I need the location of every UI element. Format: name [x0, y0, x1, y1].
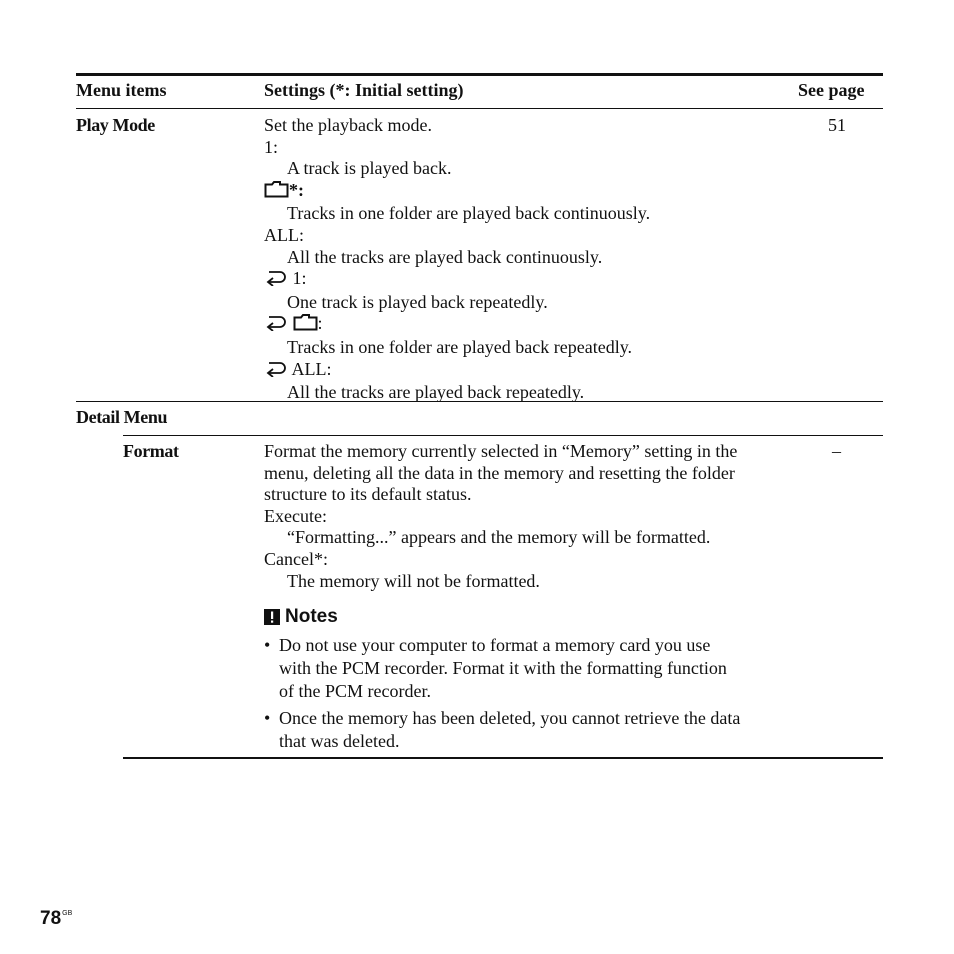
- play-mode-label: Play Mode: [76, 115, 155, 135]
- cancel-key: Cancel*:: [264, 548, 328, 569]
- detail-menu-label: Detail Menu: [76, 407, 168, 427]
- table-bottom-rule: [123, 757, 883, 759]
- repeat-icon: [264, 361, 288, 383]
- format-settings: [264, 441, 737, 592]
- option-text: One track is played back repeatedly.: [287, 291, 548, 312]
- option-key-line: [264, 180, 650, 204]
- execute-text: “Formatting...” appears and the memory will be formatted.: [287, 527, 711, 548]
- notes-title: Notes: [285, 606, 338, 627]
- bullet: •: [264, 635, 271, 655]
- header-menu-items: Menu items: [76, 80, 167, 100]
- option-key-line: [264, 268, 650, 292]
- note-text: [279, 634, 727, 703]
- folder-icon: [264, 180, 289, 204]
- page-footer: [40, 908, 72, 930]
- repeat-icon: [264, 315, 288, 337]
- region-code: GB: [62, 910, 73, 917]
- play-mode-description: Set the playback mode.: [264, 115, 432, 135]
- page-number: 78: [40, 908, 62, 929]
- header-see-page: See page: [798, 80, 865, 100]
- bullet: •: [264, 708, 271, 728]
- note-line: that was deleted.: [279, 731, 400, 751]
- note-line: of the PCM recorder.: [279, 681, 431, 701]
- play-mode-settings: [264, 115, 650, 404]
- format-description-line: menu, deleting all the data in the memory and resetting the folder: [264, 462, 735, 483]
- notes-icon: [264, 609, 280, 625]
- format-description-line: Format the memory currently selected in “Memory” setting in the: [264, 441, 738, 461]
- option-key: 1:: [264, 136, 279, 157]
- option-key: ALL:: [288, 358, 332, 379]
- option-key: ALL:: [264, 224, 304, 245]
- option-key: 1:: [288, 268, 307, 289]
- detail-menu-bottom-rule: [123, 435, 883, 436]
- option-key-line: [264, 313, 650, 337]
- execute-key: Execute:: [264, 505, 327, 526]
- format-page: –: [832, 441, 841, 461]
- note-line: Once the memory has been deleted, you cannot retrieve the data: [279, 708, 741, 728]
- option-key: *:: [289, 179, 304, 200]
- option-text: All the tracks are played back repeatedly.: [287, 382, 585, 403]
- format-description-line: structure to its default status.: [264, 484, 472, 505]
- header-bottom-rule: [76, 108, 883, 109]
- option-key-line: [264, 359, 650, 383]
- option-text: A track is played back.: [287, 158, 452, 179]
- option-key: :: [317, 313, 323, 334]
- format-label: Format: [123, 441, 179, 461]
- play-mode-page: 51: [828, 115, 846, 135]
- cancel-text: The memory will not be formatted.: [287, 570, 540, 591]
- option-text: Tracks in one folder are played back repeatedly.: [287, 336, 633, 357]
- option-text: Tracks in one folder are played back continuously.: [287, 203, 651, 224]
- folder-icon: [293, 313, 318, 337]
- repeat-icon: [264, 270, 288, 292]
- note-text: [279, 707, 740, 753]
- note-line: with the PCM recorder. Format it with the formatting function: [279, 658, 727, 678]
- note-line: Do not use your computer to format a memory card you use: [279, 635, 711, 655]
- table-top-rule: [76, 73, 883, 76]
- header-settings: Settings (*: Initial setting): [264, 80, 464, 100]
- notes-heading: [264, 606, 338, 628]
- option-text: All the tracks are played back continuously.: [287, 246, 603, 267]
